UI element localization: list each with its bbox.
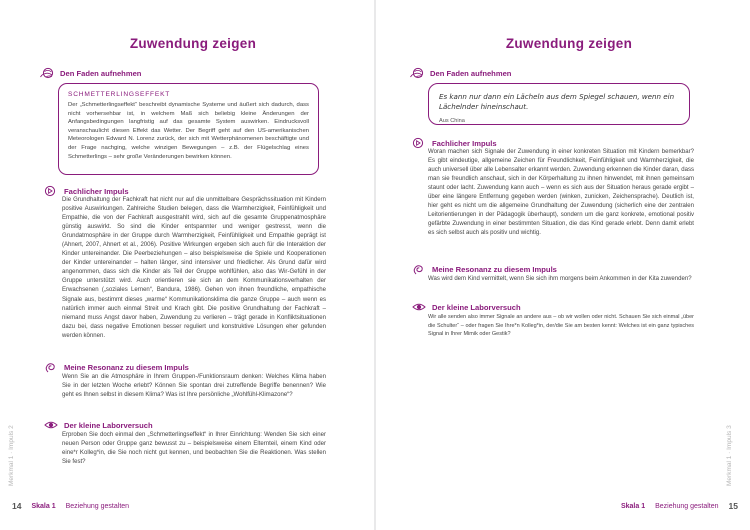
right-page [376,0,750,530]
page-title: Zuwendung zeigen [505,36,633,51]
footer-subtitle: Beziehung gestalten [65,502,130,510]
quote-box [428,83,690,125]
section-faden-label: Den Faden aufnehmen [430,68,512,78]
resonance-spiral-icon [44,361,58,373]
resonance-spiral-icon [412,263,426,275]
labor-text: Erproben Sie doch einmal den „Schmetterlingseffekt“ in Ihrer Einrichtung: Wenden Sie sich einer neuen Person oder Gruppe ganz bewusst zu – beispielsweise einem Elternteil, einem Kind oder eine*r Kolleg*in, die Sie noch nicht gut kennen, und beobachten Sie die Reaktionen. Was stellen Sie fest? [62,432,326,466]
page-footer [12,501,129,511]
resonanz-text: Wenn Sie an die Atmosphäre in Ihrem Gruppen-/Funktionsraum denken: Welches Klima haben Sie in der letzten Woche erlebt? Können Sie spontan drei zutreffende Begriffe benennen? Wie geht es Ihnen selbst in diesem Klima? Was ist Ihre persönliche „Wohlfühl-Klimazone“? [62,374,326,399]
quote-source: Aus China [439,118,465,124]
impuls-text: Die Grundhaltung der Fachkraft hat nicht nur auf die unmittelbare Gesprächssituation mit Kindern positive Auswirkungen. Zahlreiche Studien belegen, dass die Warmherzigkeit, Feinfühligkeit und Empathie, die von der Fachkraft ausgestrahlt wird, sich auf die gesamte Gruppenatmosphäre günstig auswirkt. So sind die Kinder entspannter und weniger gestresst, wenn die Grundatmosphäre in der Gruppe durch Warmherzigkeit, Feinfühligkeit und Empathie geprägt ist (Ahnert, 2007, Ahnert et al., 2006). Positive Wirkungen ergeben sich auch für die Interaktion der Kinder untereinander. Die Peerbeziehungen – also beispielsweise die Spiele und Kooperationen der Kinder untereinander – halten länger, sind intensiver und friedlicher. Als Grund dafür wird angenommen, dass sich die Kinder als Teil der Gruppe wohlfühlen, also das Wir-Gefühl in der Gruppe unterstützt wird. Auch orientieren sie sich an dem Kommunikationsverhalten der Erwachsenen („soziales Lernen“, Bandura, 1986). Gehen von ihnen freundliche, empathische Signale aus, bestimmt dieses „warme“ Kommunikationsklima die ganze Gruppe – auch wenn es natürlich immer auch einmal Streit und Krach gibt. Die positive Grundhaltung der Fachkraft – niemand muss Angst davor haben, Zuwendung zu verlieren – trägt gerade in Konfliktsituationen dazu bei, dass negative Emotionen besser reguliert und konstruktive Lösungen eher gefunden werden können. [62,197,326,339]
play-circle-icon [412,137,426,149]
impuls-text: Woran machen sich Signale der Zuwendung in einer konkreten Situation mit Kindern bemerkbar? Es gibt eindeutige, allgemeine Zeichen für Freundlichkeit, Feinfühligkeit und Warmherzigkeit, die auch universell über alle Lebensalter erkannt werden. Zuwendung erkennen die Kinder daran, dass man sie freundlich anschaut, sich in der Körperhaltung zu ihnen hinwendet, mit ihnen gemeinsam staunt oder lacht. Zuwendung kann auch – wenn es sich aus der Situation heraus gerade ergibt – über eine längere Entfernung gegeben werden (winken, zunicken, Zeichensprache). Deutlich ist, hier geht es nicht um die allgemeine Grundhaltung der Zuwendung (sicherlich eine der zentralen Leitorientierungen in der Pädagogik überhaupt), sondern um die ganz konkrete, emotional positiv gefärbte Zuwendung in einer bestimmten Situation, die das Kind gerade erlebt. Denn damit erlebt es sich selbst auch als positiv und wichtig. [428,149,694,237]
yarn-ball-icon [40,67,54,79]
footer-subtitle: Beziehung gestalten [655,502,719,510]
section-faden-header [40,67,141,79]
section-labor-header [412,301,521,313]
labor-text: Wir alle senden also immer Signale an andere aus – ob wir wollen oder nicht. Schauen Sie sich einmal „über die Schulter“ – oder fragen Sie Ihre*n Kolleg*in, der/die Sie am besten kennt: Welches ist ein ganz typisches Signal in Ihrer Mimik oder Gestik? [428,314,694,338]
section-impuls-label: Fachlicher Impuls [432,138,497,148]
resonanz-text: Was wird dem Kind vermittelt, wenn Sie sich ihm morgens beim Ankommen in der Kita zuwenden? [428,276,692,282]
section-labor-label: Der kleine Laborversuch [64,420,153,430]
yarn-ball-icon [410,67,424,79]
section-resonanz-header [412,263,557,275]
eye-icon [412,301,426,313]
box-title: SCHMETTERLINGSEFFEKT [68,91,171,98]
section-labor-label: Der kleine Laborversuch [432,302,521,312]
page-footer [621,501,738,511]
page-number: 14 [12,501,22,511]
schmetterling-box [58,83,319,175]
section-impuls-label: Fachlicher Impuls [64,186,129,196]
box-text: Der „Schmetterlingseffekt“ beschreibt dynamische Systeme und äußert sich dadurch, dass nicht vorhersehbar ist, in welchem Maß sich beliebig kleine Änderungen der Anfangsbedingungen langfristig auf das gesamte System auswirken. Eindrucksvoll veranschaulicht diesen Effekt das Wetter. Der Begriff geht auf den US-amerikanischen Meteorologen Edward N. Lorenz zurück, der sich mit Wetterphänomenen beschäftigte und der Frage nachging, welche winzigen Bewegungen – z.B. der Flügelschlag eines Schmetterlings – sehr große Veränderungen bewirken können. [68,102,309,160]
page-number: 15 [728,501,738,511]
section-labor-header [44,419,153,431]
section-resonanz-label: Meine Resonanz zu diesem Impuls [432,264,557,274]
left-page [0,0,374,530]
vertical-marker: Merkmal 1 · Impuls 2 [8,425,15,486]
section-resonanz-header [44,361,189,373]
vertical-marker: Merkmal 1 · Impuls 3 [726,425,733,486]
footer-skala: Skala 1 [620,502,646,510]
play-circle-icon [44,185,58,197]
eye-icon [44,419,58,431]
section-faden-header [410,67,511,79]
quote-text: Es kann nur dann ein Lächeln aus dem Spiegel schauen, wenn ein Lächelnder hineinschaut. [439,92,675,111]
footer-skala: Skala 1 [31,502,56,510]
section-resonanz-label: Meine Resonanz zu diesem Impuls [64,362,189,372]
section-faden-label: Den Faden aufnehmen [60,68,142,78]
page-title: Zuwendung zeigen [129,36,257,51]
